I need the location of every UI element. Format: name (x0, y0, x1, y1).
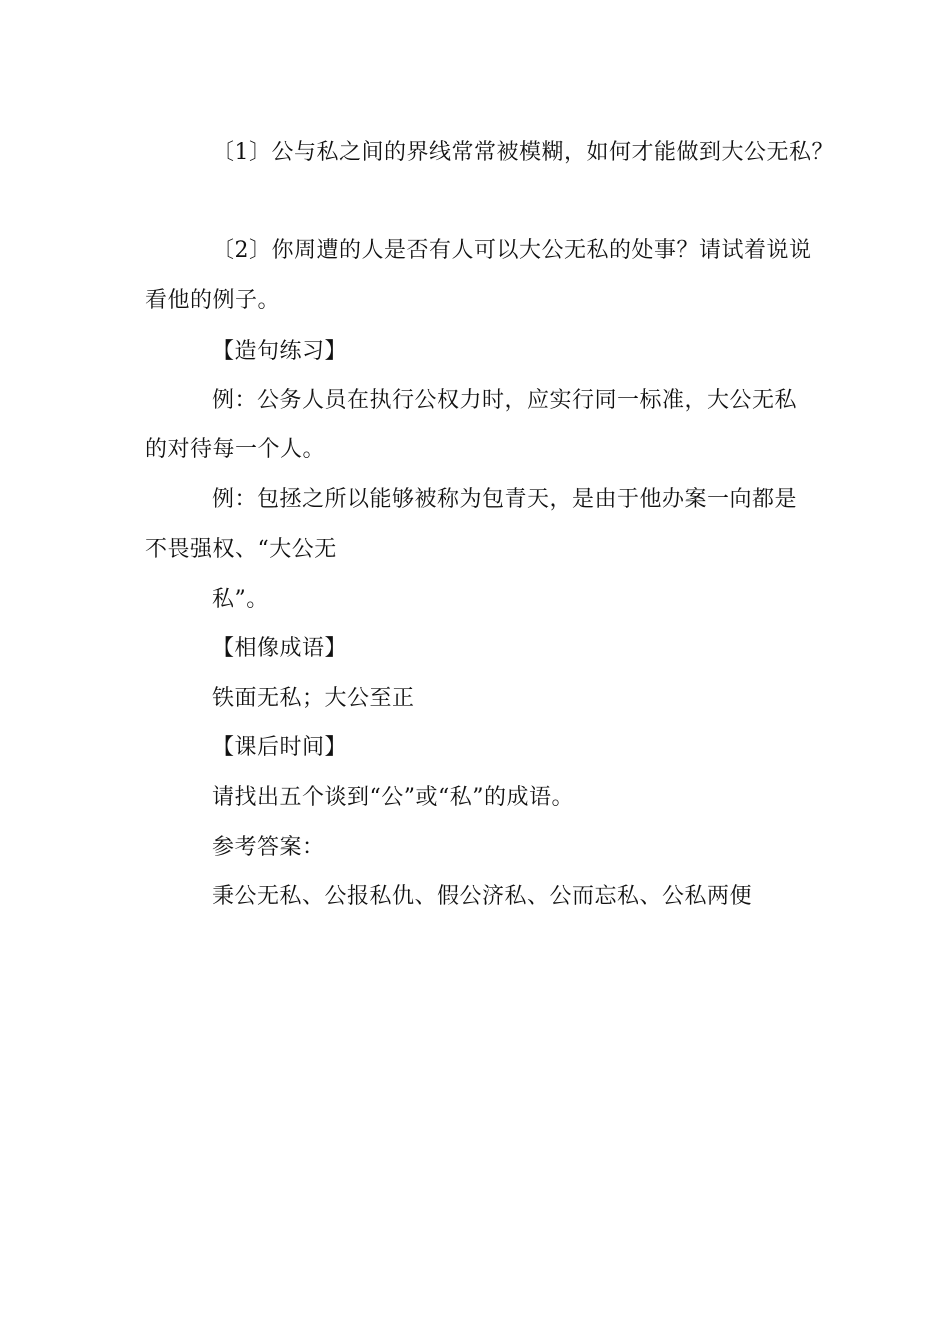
example-1-line-2: 的对待每一个人。 (145, 437, 326, 462)
example-2-line-1: 例：包拯之所以能够被称为包青天，是由于他办案一向都是 (212, 487, 798, 512)
similar-idioms-heading: 【相像成语】 (212, 636, 348, 661)
answer-label: 参考答案： (212, 835, 325, 860)
question-2-line-2: 看他的例子。 (145, 288, 281, 313)
answer-content: 秉公无私、公报私仇、假公济私、公而忘私、公私两便 (212, 884, 753, 909)
after-class-heading: 【课后时间】 (212, 735, 348, 760)
example-2-line-3: 私”。 (212, 587, 269, 612)
example-2-line-2: 不畏强权、“大公无 (145, 537, 337, 562)
question-2-line-1: 〔2〕你周遭的人是否有人可以大公无私的处事？请试着说说 (212, 238, 812, 263)
example-1-line-1: 例：公务人员在执行公权力时，应实行同一标准，大公无私 (212, 388, 798, 413)
sentence-practice-heading: 【造句练习】 (212, 339, 348, 364)
after-class-task: 请找出五个谈到“公”或“私”的成语。 (212, 785, 574, 810)
question-1: 〔1〕公与私之间的界线常常被模糊，如何才能做到大公无私？ (212, 140, 834, 165)
similar-idioms-content: 铁面无私；大公至正 (212, 686, 415, 711)
